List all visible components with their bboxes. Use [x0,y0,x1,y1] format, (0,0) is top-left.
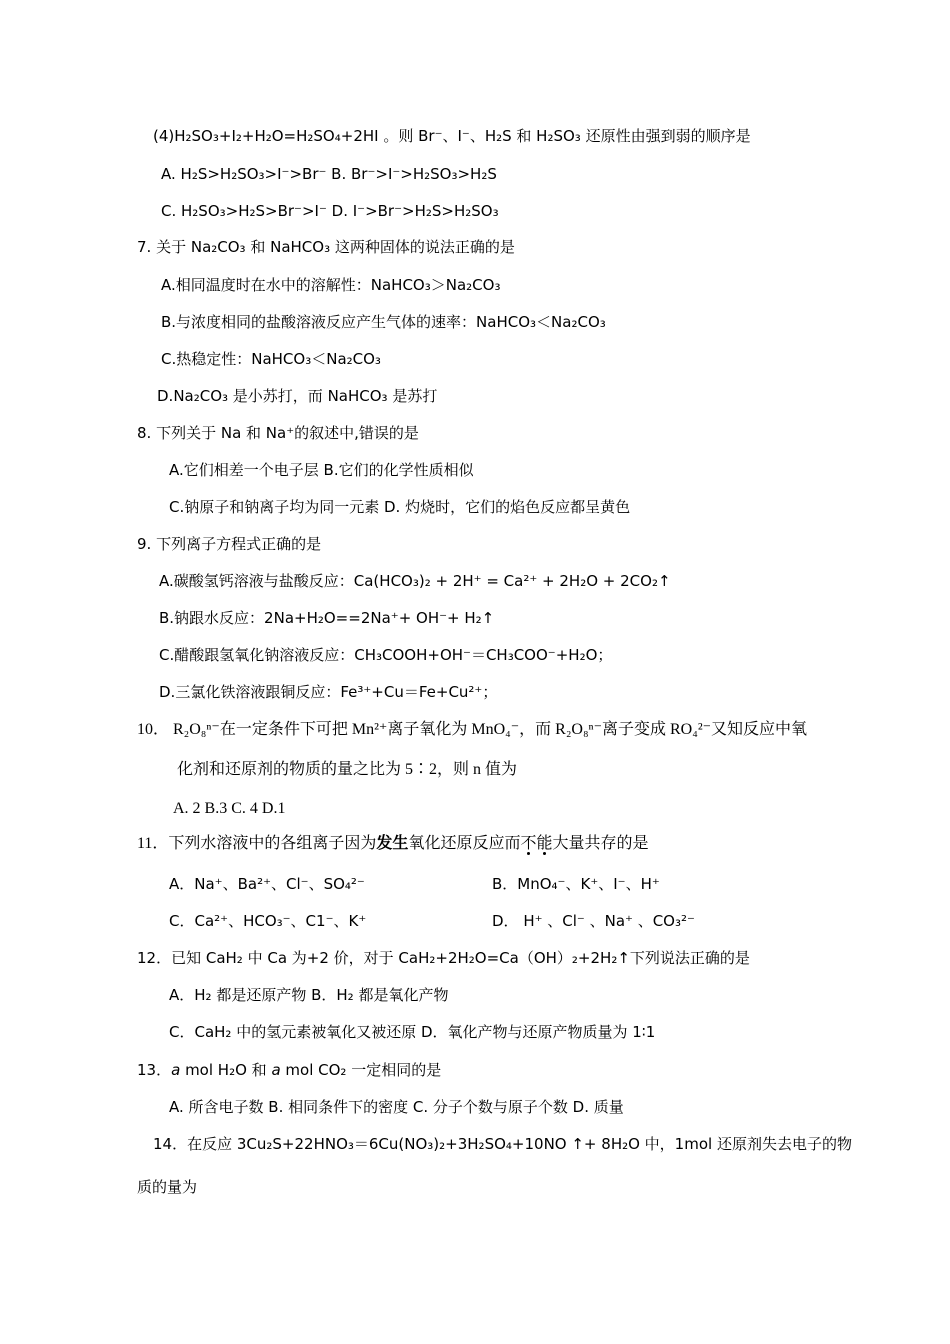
q11-stem-bold-word: 发生 [376,835,409,852]
q11-emphasis-char-1: 不 [520,835,537,852]
question-10-stem: 10． R₂O₈ⁿ⁻在一定条件下可把 Mn²⁺离子氧化为 MnO₄⁻，而 R₂O₈ⁿ⁻离子变成 RO₄²⁻又知反应中氧 [137,721,808,738]
q11-stem-part1: 11．下列水溶液中的各组离子因为 [137,835,377,852]
q9-option-a: A.碳酸氢钙溶液与盐酸反应：Ca(HCO₃)₂ + 2H⁺ = Ca²⁺ + 2H₂O + 2CO₂↑ [159,572,671,590]
q11-option-b: B．MnO₄⁻、K⁺、I⁻、H⁺ [492,875,660,893]
q13-var-a-2: a [271,1061,281,1079]
q13-options: A. 所含电子数 B. 相同条件下的密度 C. 分子个数与原子个数 D. 质量 [169,1098,624,1116]
q13-part2: mol CO₂ 一定相同的是 [280,1061,442,1079]
question-14-stem-cont: 质的量为 [137,1178,198,1196]
q6-options-ab: A. H₂S>H₂SO₃>I⁻>Br⁻ B. Br⁻>I⁻>H₂SO₃>H₂S [161,165,497,183]
q11-option-c: C．Ca²⁺、HCO₃⁻、C1⁻、K⁺ [169,912,367,930]
q7-option-a: A.相同温度时在水中的溶解性：NaHCO₃＞Na₂CO₃ [161,276,501,294]
q9-option-d: D.三氯化铁溶液跟铜反应：Fe³⁺+Cu＝Fe+Cu²⁺； [159,683,498,701]
question-12-stem: 12．已知 CaH₂ 中 Ca 为+2 价，对于 CaH₂+2H₂O=Ca（OH）₂+2H₂↑下列说法正确的是 [137,949,750,967]
question-7-stem: 7. 关于 Na₂CO₃ 和 NaHCO₃ 这两种固体的说法正确的是 [137,238,515,256]
q10-options: A. 2 B.3 C. 4 D.1 [173,800,286,817]
q11-option-a: A．Na⁺、Ba²⁺、Cl⁻、SO₄²⁻ [169,875,365,893]
question-6-item-4: (4)H₂SO₃+I₂+H₂O=H₂SO₄+2HI 。则 Br⁻、I⁻、H₂S 和 H₂SO₃ 还原性由强到弱的顺序是 [153,127,751,145]
q12-options-cd: C．CaH₂ 中的氢元素被氧化又被还原 D．氧化产物与还原产物质量为 1∶1 [169,1023,656,1041]
q7-option-b: B.与浓度相同的盐酸溶液反应产生气体的速率：NaHCO₃＜Na₂CO₃ [161,313,606,331]
q9-option-c: C.醋酸跟氢氧化钠溶液反应：CH₃COOH+OH⁻＝CH₃COO⁻+H₂O； [159,646,613,664]
question-13-stem [137,1060,441,1080]
q13-var-a-1: a [171,1061,181,1079]
q13-part1: mol H₂O 和 [180,1061,272,1079]
q8-options-cd: C.钠原子和钠离子均为同一元素 D. 灼烧时，它们的焰色反应都呈黄色 [169,498,631,516]
q8-options-ab: A.它们相差一个电子层 B.它们的化学性质相似 [169,461,474,479]
q13-number: 13． [137,1061,172,1079]
question-8-stem: 8. 下列关于 Na 和 Na⁺的叙述中,错误的是 [137,424,419,442]
q6-options-cd: C. H₂SO₃>H₂S>Br⁻>I⁻ D. I⁻>Br⁻>H₂S>H₂SO₃ [161,202,499,220]
q7-option-d: D.Na₂CO₃ 是小苏打，而 NaHCO₃ 是苏打 [157,387,438,405]
question-10-stem-cont: 化剂和还原剂的物质的量之比为 5∶2，则 n 值为 [177,761,518,778]
q11-emphasis-char-2: 能 [536,835,553,852]
q12-options-ab: A．H₂ 都是还原产物 B．H₂ 都是氧化产物 [169,986,449,1004]
question-9-stem: 9. 下列离子方程式正确的是 [137,535,322,553]
q7-option-c: C.热稳定性：NaHCO₃＜Na₂CO₃ [161,350,381,368]
q9-option-b: B.钠跟水反应：2Na+H₂O==2Na⁺+ OH⁻+ H₂↑ [159,609,495,627]
q11-option-d: D． H⁺ 、Cl⁻ 、Na⁺ 、CO₃²⁻ [492,912,695,930]
question-14-stem: 14．在反应 3Cu₂S+22HNO₃＝6Cu(NO₃)₂+3H₂SO₄+10NO ↑+ 8H₂O 中，1mol 还原剂失去电子的物 [153,1135,852,1153]
q11-stem-part2: 氧化还原反应而 [408,835,521,852]
question-11-stem [137,834,649,854]
q11-stem-part3: 大量共存的是 [552,835,649,852]
